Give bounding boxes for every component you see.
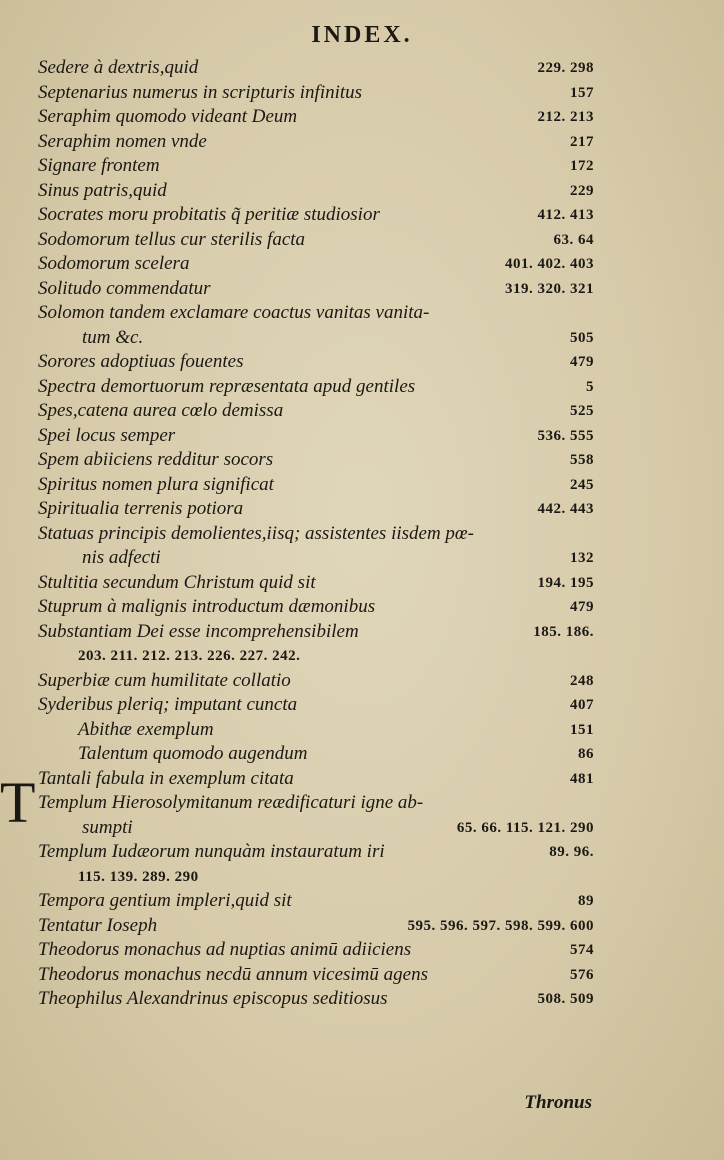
entry-term: 115. 139. 289. 290 [78, 868, 199, 885]
entry-term: Solitudo commendatur [38, 277, 211, 299]
entry-pages: 595. 596. 597. 598. 599. 600 [407, 917, 594, 934]
index-entry [38, 963, 594, 988]
index-entry [38, 105, 594, 130]
entry-term: Templum Hierosolymitanum reædificaturi igne ab- [38, 792, 424, 813]
entry-term: Syderibus pleriq; imputant cuncta [38, 694, 298, 715]
entry-pages: 319. 320. 321 [505, 280, 594, 297]
drop-capital: T [0, 770, 36, 835]
entry-term: Substantiam Dei esse incomprehensibilem [38, 620, 359, 642]
index-entry-continuation [38, 546, 594, 571]
entry-pages: 401. 402. 403 [505, 256, 594, 272]
entry-pages: 508. 509 [537, 991, 594, 1007]
entry-term: Signare frontem [38, 155, 160, 176]
entry-pages: 89. 96. [549, 844, 594, 860]
index-entry [38, 571, 594, 596]
entry-pages: 185. 186. [533, 623, 594, 640]
index-entry-continuation [38, 326, 594, 351]
entry-pages: 558 [570, 452, 594, 468]
index-entry [38, 130, 594, 155]
page-header: INDEX. [311, 22, 413, 48]
entry-pages: 65. 66. 115. 121. 290 [456, 819, 594, 836]
entry-pages: 479 [570, 354, 594, 370]
index-entry-continuation [38, 644, 594, 669]
entry-pages: 407 [570, 697, 594, 713]
entry-pages: 132 [570, 550, 594, 566]
index-entry [38, 742, 594, 767]
entry-pages: 63. 64 [553, 231, 594, 248]
index-entry [38, 277, 594, 302]
entry-term: tum &c. [82, 326, 144, 348]
index-entry [38, 350, 594, 375]
entry-term: Sedere à dextris,quid [38, 57, 199, 78]
entry-term: Statuas principis demolientes,iisq; assistentes iisdem pœ- [38, 522, 474, 544]
index-list [38, 56, 594, 1012]
entry-term: Solomon tandem exclamare coactus vanitas vanita- [38, 302, 430, 323]
index-entry [38, 81, 594, 106]
index-entry [38, 203, 594, 228]
index-entry [38, 154, 594, 179]
index-entry [38, 473, 594, 498]
entry-pages: 479 [570, 599, 594, 615]
index-entry-continuation [38, 816, 594, 841]
entry-term: Talentum quomodo augendum [78, 743, 308, 764]
entry-pages: 217 [570, 133, 594, 150]
index-entry [38, 620, 594, 645]
entry-pages: 86 [578, 746, 594, 762]
entry-pages: 157 [570, 84, 594, 101]
entry-term: Sodomorum scelera [38, 253, 190, 274]
entry-pages: 229. 298 [537, 60, 594, 76]
entry-pages: 172 [570, 158, 594, 174]
entry-term: Seraphim nomen vnde [38, 130, 207, 152]
index-entry [38, 375, 594, 400]
entry-term: Tantali fabula in exemplum citata [38, 767, 294, 789]
index-entry [38, 791, 594, 816]
entry-term: Spem abiiciens redditur socors [38, 449, 274, 470]
index-entry [38, 669, 594, 694]
entry-term: Abithæ exemplum [78, 718, 214, 740]
index-entry [38, 889, 594, 914]
entry-pages: 525 [570, 403, 594, 419]
entry-term: sumpti [82, 816, 133, 838]
entry-term: Seraphim quomodo videant Deum [38, 106, 298, 127]
index-entry [38, 522, 594, 547]
index-entry [38, 497, 594, 522]
entry-pages: 481 [570, 770, 594, 787]
entry-pages: 248 [570, 672, 594, 689]
index-entry [38, 693, 594, 718]
index-entry [38, 718, 594, 743]
entry-term: Stuprum à malignis introductum dæmonibus [38, 596, 376, 617]
index-entry [38, 179, 594, 204]
entry-term: nis adfecti [82, 547, 161, 568]
entry-term: Tentatur Ioseph [38, 914, 158, 936]
entry-term: Theodorus monachus necdū annum vicesimū agens [38, 963, 428, 985]
entry-pages: 442. 443 [537, 501, 594, 517]
entry-term: Spiritualia terrenis potiora [38, 498, 244, 519]
entry-pages: 151 [570, 721, 594, 738]
index-entry [38, 767, 594, 792]
index-entry [38, 252, 594, 277]
entry-term: Tempora gentium impleri,quid sit [38, 890, 292, 911]
entry-pages: 5 [586, 378, 594, 395]
index-entry [38, 840, 594, 865]
catchword: Thronus [524, 1092, 592, 1113]
index-entry [38, 399, 594, 424]
entry-term: Septenarius numerus in scripturis infinitus [38, 81, 363, 103]
index-entry [38, 424, 594, 449]
entry-pages: 245 [570, 476, 594, 493]
index-entry [38, 914, 594, 939]
entry-term: Templum Iudæorum nunquàm instauratum iri [38, 841, 385, 862]
entry-term: 203. 211. 212. 213. 226. 227. 242. [78, 648, 301, 664]
entry-pages: 574 [570, 942, 594, 958]
entry-term: Theophilus Alexandrinus episcopus seditiosus [38, 988, 388, 1009]
entry-term: Superbiæ cum humilitate collatio [38, 669, 291, 691]
entry-pages: 212. 213 [537, 109, 594, 125]
index-entry [38, 938, 594, 963]
entry-pages: 229 [570, 182, 594, 199]
entry-term: Spectra demortuorum repræsentata apud gentiles [38, 375, 416, 397]
entry-term: Sodomorum tellus cur sterilis facta [38, 228, 306, 250]
index-entry [38, 987, 594, 1012]
entry-pages: 536. 555 [537, 427, 594, 444]
index-entry [38, 595, 594, 620]
entry-term: Spes,catena aurea cœlo demissa [38, 400, 284, 421]
entry-pages: 505 [570, 329, 594, 346]
entry-term: Theodorus monachus ad nuptias animū adiiciens [38, 939, 412, 960]
entry-pages: 89 [578, 893, 594, 909]
index-entry-continuation [38, 865, 594, 890]
entry-pages: 412. 413 [537, 207, 594, 223]
entry-pages: 576 [570, 966, 594, 983]
index-entry [38, 301, 594, 326]
index-entry [38, 228, 594, 253]
entry-pages: 194. 195 [537, 574, 594, 591]
index-entry [38, 448, 594, 473]
entry-term: Socrates moru probitatis q̃ peritiæ studiosior [38, 204, 380, 225]
index-entry [38, 56, 594, 81]
entry-term: Sinus patris,quid [38, 179, 167, 201]
entry-term: Spei locus semper [38, 424, 176, 446]
entry-term: Spiritus nomen plura significat [38, 473, 274, 495]
entry-term: Sorores adoptiuas fouentes [38, 351, 244, 372]
entry-term: Stultitia secundum Christum quid sit [38, 571, 316, 593]
